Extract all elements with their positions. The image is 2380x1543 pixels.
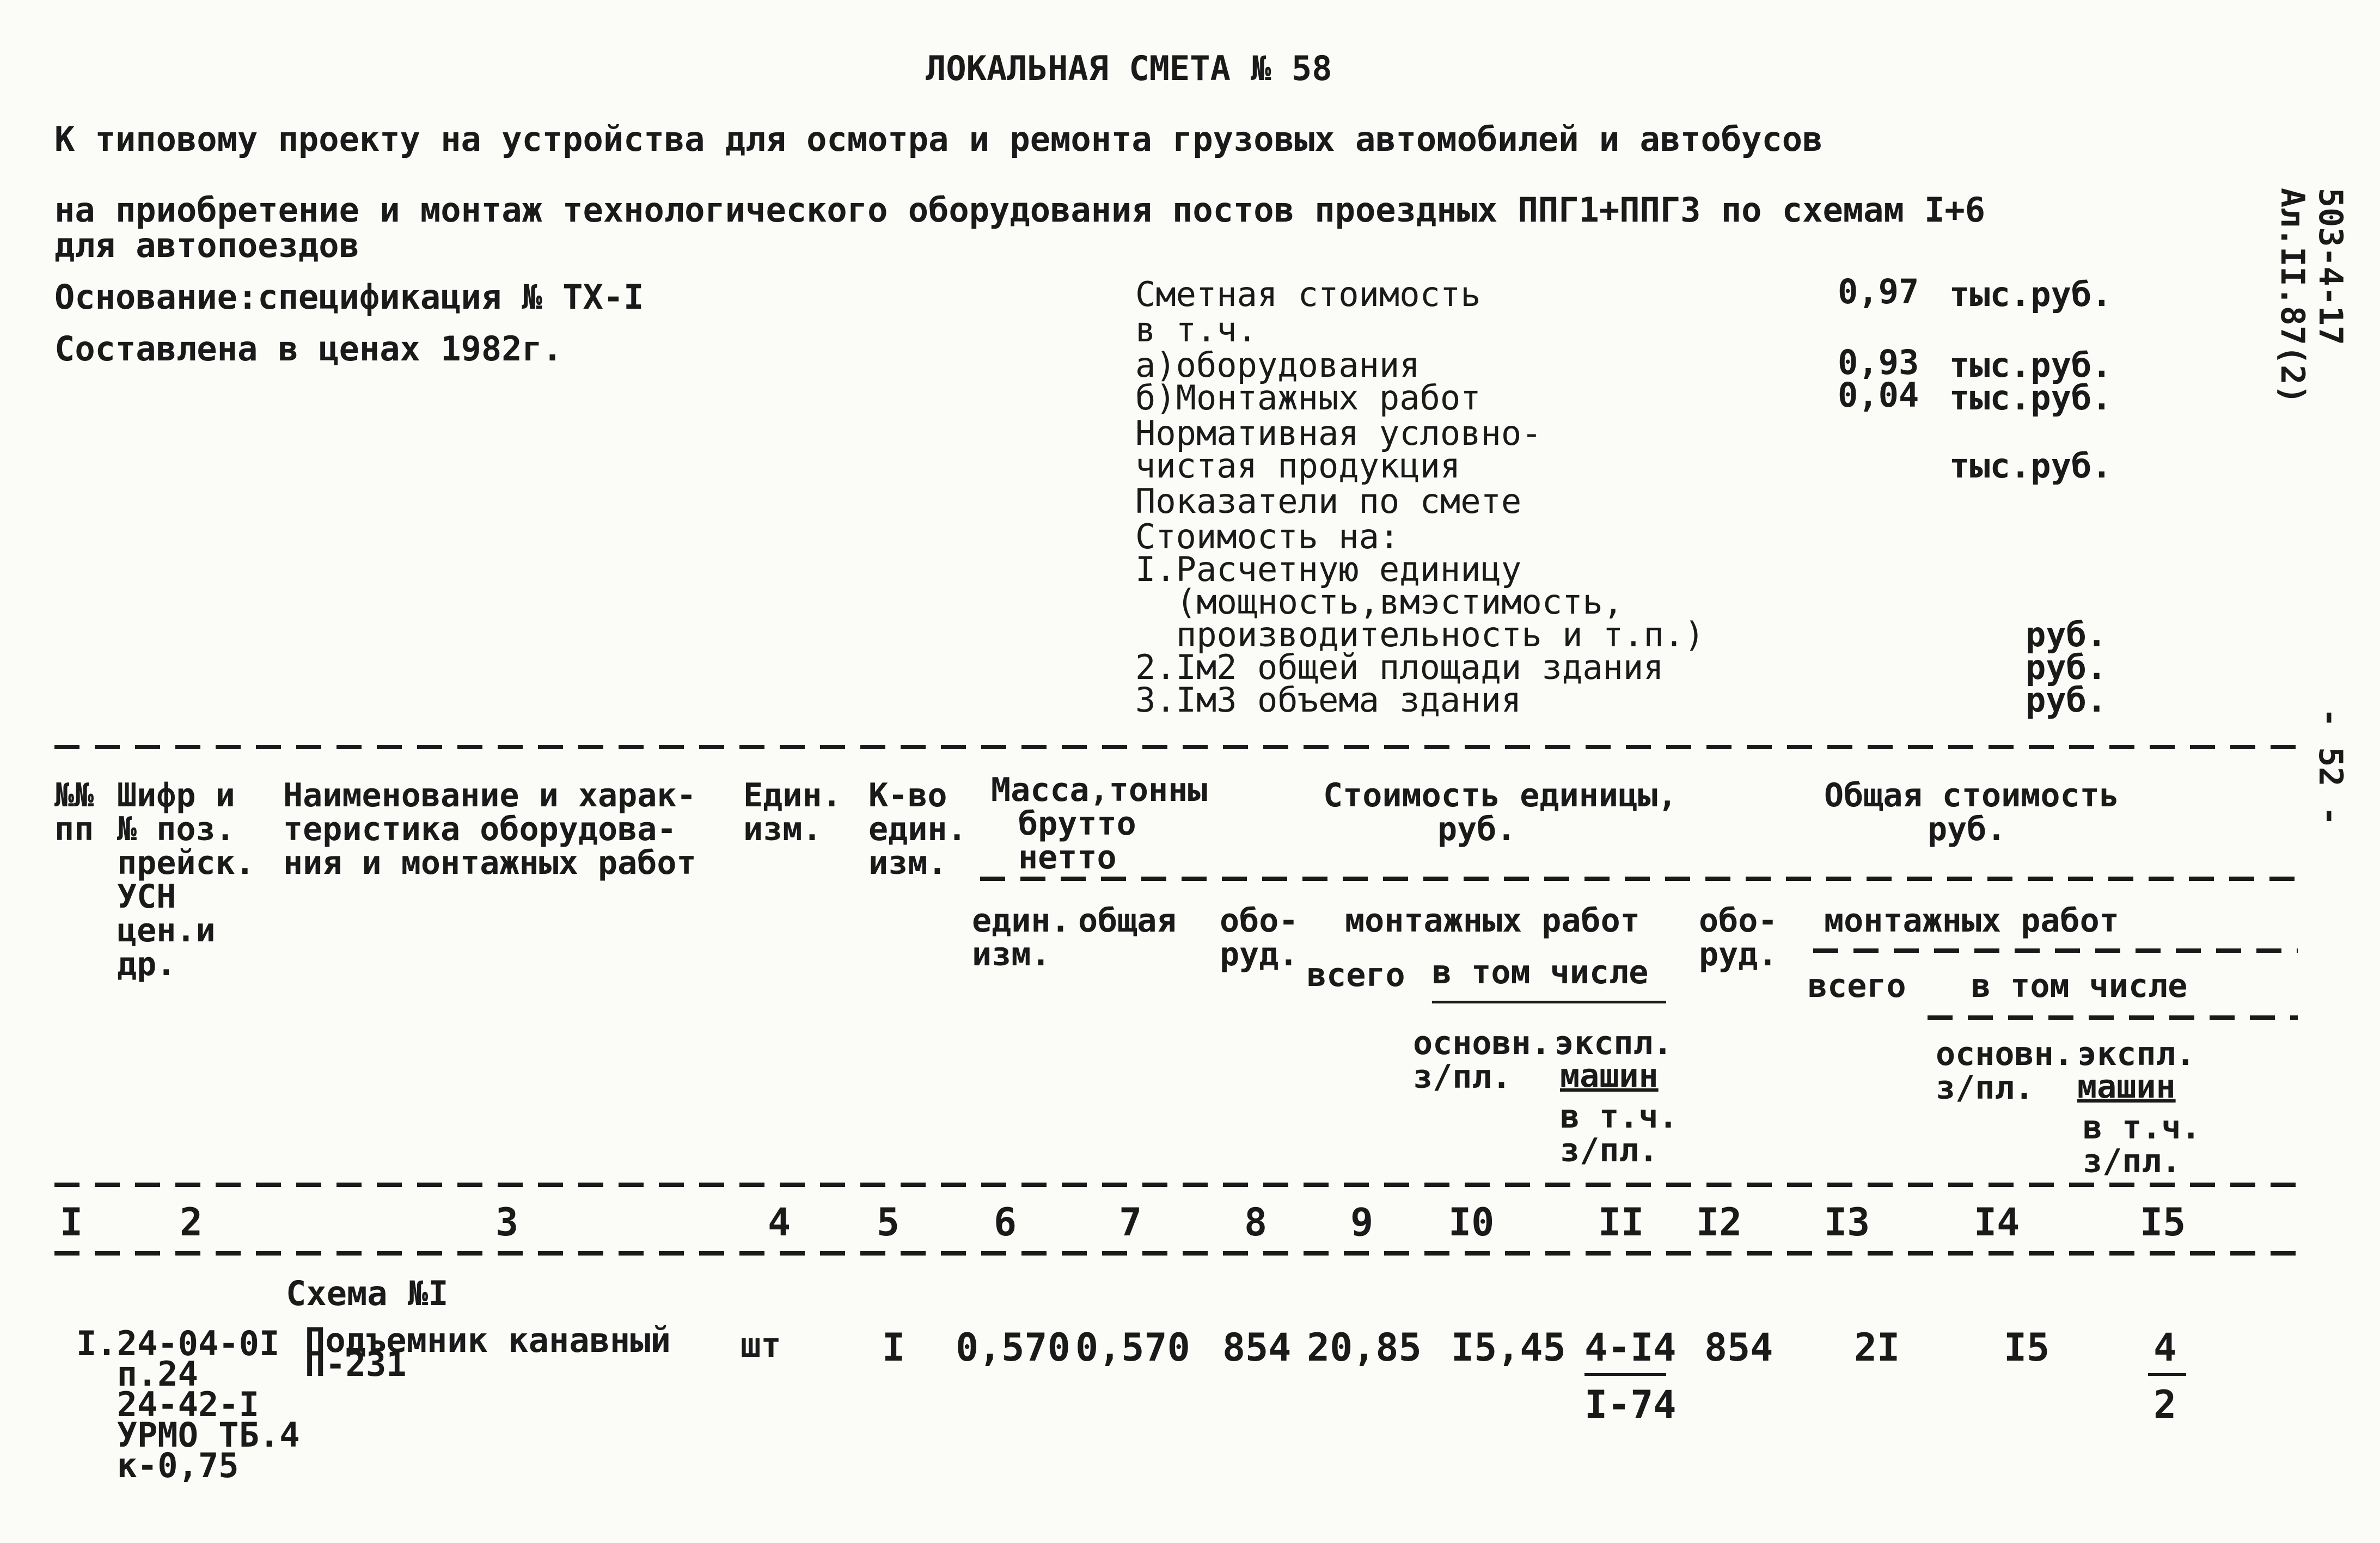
header-mass-unit: един. изм. bbox=[972, 902, 1070, 973]
header-total-cost: Общая стоимость bbox=[1824, 776, 2119, 815]
item2-label: 2.Iм2 общей площади здания bbox=[1135, 647, 1664, 687]
equipment-unit: тыс.руб. bbox=[1949, 345, 2112, 385]
header-col-2: Шифр и № поз. прейск. УСН цен.и др. bbox=[117, 776, 255, 983]
header-unit-cost-rub: руб. bbox=[1437, 810, 1516, 848]
item1-line-2: (мощность,вмэстимость, bbox=[1176, 582, 1624, 622]
col-number: I5 bbox=[2140, 1200, 2186, 1245]
row-equip: 854 bbox=[1222, 1325, 1292, 1370]
normative-line-1: Нормативная условно- bbox=[1135, 413, 1542, 453]
col-number: 3 bbox=[495, 1200, 519, 1245]
row-machines: 4-I4 bbox=[1584, 1325, 1677, 1370]
row-machines-2-fraction-bar bbox=[2148, 1373, 2186, 1376]
header-machines-2-word: машин bbox=[2077, 1068, 2176, 1106]
header-col-5: К-во един. изм. bbox=[868, 776, 967, 882]
header-install-total-2: всего bbox=[1808, 967, 1906, 1005]
side-code-1: 503-4-17 bbox=[2311, 188, 2350, 345]
header-base-wage: основн. з/пл. bbox=[1413, 1024, 1551, 1096]
header-mid-rule bbox=[980, 877, 2298, 881]
header-equip: обо- руд. bbox=[1220, 902, 1299, 973]
header-install-total: всего bbox=[1307, 956, 1405, 994]
installation-unit: тыс.руб. bbox=[1949, 378, 2112, 418]
col-number: II bbox=[1598, 1200, 1644, 1245]
row-machines-2-wage: 2 bbox=[2153, 1382, 2177, 1427]
col-number: 9 bbox=[1350, 1200, 1374, 1245]
header-base-wage-2: основн. з/пл. bbox=[1936, 1035, 2073, 1107]
header-machines-word: машин bbox=[1560, 1057, 1659, 1095]
header-col-4: Един. изм. bbox=[743, 776, 842, 848]
col-number: I0 bbox=[1448, 1200, 1495, 1245]
col-number: 4 bbox=[768, 1200, 791, 1245]
header-install-incl: в том числе bbox=[1432, 953, 1649, 991]
document-title: ЛОКАЛЬНАЯ СМЕТА № 58 bbox=[926, 48, 1332, 88]
cost-per-label: Стоимость на: bbox=[1135, 517, 1400, 556]
normative-unit: тыс.руб. bbox=[1949, 446, 2112, 486]
section-title: Схема №I bbox=[286, 1273, 449, 1313]
header-incl-wage-2: в т.ч. з/пл. bbox=[2083, 1109, 2201, 1180]
col-number: I2 bbox=[1696, 1200, 1742, 1245]
col-numbers-bottom-rule bbox=[54, 1251, 2298, 1256]
estimated-cost-unit: тыс.руб. bbox=[1949, 274, 2112, 314]
row-install-total: 20,85 bbox=[1307, 1325, 1422, 1370]
normative-line-2: чистая продукция bbox=[1135, 446, 1461, 486]
header-mass: Масса,тонны bbox=[991, 771, 1208, 809]
equipment-value: 0,93 bbox=[1838, 342, 1919, 382]
subtitle-line-1: К типовому проекту на устройства для осмотра и ремонта грузовых автомобилей и автобусов bbox=[54, 119, 1823, 159]
installation-value: 0,04 bbox=[1838, 375, 1919, 415]
row-qty: I bbox=[882, 1325, 905, 1370]
basis-text: Основание:спецификация № ТХ-I bbox=[54, 277, 644, 317]
row-name: Подъемник канавный П-231 bbox=[305, 1320, 671, 1384]
col-number: I3 bbox=[1824, 1200, 1870, 1245]
installation-label: б)Монтажных работ bbox=[1135, 378, 1481, 418]
row-machines-fraction-bar bbox=[1584, 1373, 1666, 1376]
col-number: 2 bbox=[180, 1200, 203, 1245]
col-number: 5 bbox=[877, 1200, 900, 1245]
including-label: в т.ч. bbox=[1135, 310, 1257, 350]
row-install-total-2: 2I bbox=[1854, 1325, 1900, 1370]
item3-unit: руб. bbox=[2026, 680, 2107, 720]
row-base-wage-2: I5 bbox=[2004, 1325, 2050, 1370]
header-col-3: Наименование и харак- теристика оборудова- ния и монтажных работ bbox=[283, 776, 696, 882]
col-number: 7 bbox=[1119, 1200, 1142, 1245]
estimated-cost-value: 0,97 bbox=[1838, 272, 1919, 311]
item1-line-1: I.Расчетную единицу bbox=[1135, 549, 1522, 589]
row-mass-total: 0,570 bbox=[1075, 1325, 1190, 1370]
table-top-rule bbox=[54, 745, 2298, 749]
header-install-incl-2: в том числе bbox=[1971, 967, 2188, 1005]
header-install2-rule bbox=[1813, 948, 2298, 953]
col-numbers-top-rule bbox=[54, 1183, 2298, 1187]
header-incl2-rule bbox=[1928, 1015, 2298, 1020]
col-number: 8 bbox=[1244, 1200, 1268, 1245]
row-unit: шт bbox=[741, 1325, 781, 1365]
item3-label: 3.Iм3 объема здания bbox=[1135, 680, 1522, 720]
row-code: I.24-04-0I п.24 24-42-I УРМО ТБ.4 к-0,75 bbox=[76, 1324, 300, 1485]
header-mass-gross: брутто bbox=[1018, 805, 1136, 843]
header-machines: экспл. bbox=[1555, 1024, 1673, 1062]
col-number: I4 bbox=[1974, 1200, 2020, 1245]
equipment-label: а)оборудования bbox=[1135, 345, 1420, 385]
prices-text: Составлена в ценах 1982г. bbox=[54, 329, 563, 369]
side-code-2: Ал.II.87(2) bbox=[2273, 188, 2311, 405]
indicators-label: Показатели по смете bbox=[1135, 481, 1522, 521]
item1-line-3: производительность и т.п.) bbox=[1176, 615, 1705, 654]
header-install: монтажных работ bbox=[1345, 902, 1640, 940]
row-machines-wage: I-74 bbox=[1584, 1382, 1677, 1427]
col-number: 6 bbox=[994, 1200, 1017, 1245]
header-mass-net: нетто bbox=[1018, 838, 1117, 877]
header-unit-cost: Стоимость единицы, bbox=[1323, 776, 1678, 815]
header-incl-wage: в т.ч. з/пл. bbox=[1560, 1098, 1678, 1170]
subtitle-line-3: для автопоездов bbox=[54, 225, 359, 265]
row-base-wage: I5,45 bbox=[1451, 1325, 1566, 1370]
row-machines-2: 4 bbox=[2153, 1325, 2177, 1370]
subtitle-line-2: на приобретение и монтаж технологического оборудования постов проездных ППГ1+ППГ3 по схемам I+6 bbox=[54, 190, 1986, 230]
header-machines-2: экспл. bbox=[2077, 1035, 2195, 1073]
page-number: - 52 - bbox=[2311, 708, 2350, 826]
row-equip-total: 854 bbox=[1704, 1325, 1773, 1370]
header-incl-underline bbox=[1432, 1001, 1666, 1003]
header-install-2: монтажных работ bbox=[1824, 902, 2119, 940]
estimated-cost-label: Сметная стоимость bbox=[1135, 274, 1481, 314]
header-total-cost-rub: руб. bbox=[1928, 810, 2006, 848]
item1-unit: руб. bbox=[2026, 615, 2107, 654]
row-mass-unit: 0,570 bbox=[956, 1325, 1070, 1370]
item2-unit: руб. bbox=[2026, 647, 2107, 687]
header-equip-2: обо- руд. bbox=[1699, 902, 1778, 973]
header-col-1: №№ пп bbox=[54, 776, 94, 848]
header-mass-total: общая bbox=[1078, 902, 1177, 940]
col-number: I bbox=[60, 1200, 83, 1245]
